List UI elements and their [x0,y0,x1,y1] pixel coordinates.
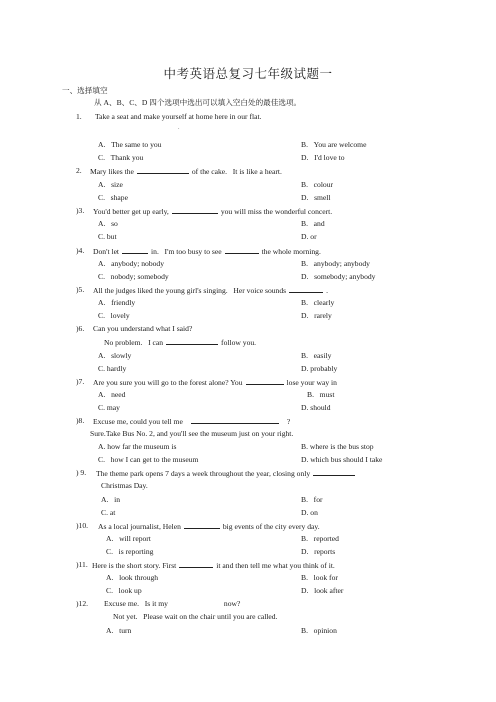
question-number: )7. [76,377,85,386]
option-a: A. look through [106,573,159,582]
option-b: B. where is the bus stop [301,442,374,451]
answer-blank [246,377,284,385]
option-b: B. You are welcome [301,140,367,149]
reply-part: follow you. [221,338,257,347]
question-stem: Take a seat and make yourself at home here in our flat. [95,112,262,121]
stem-part: All the judges liked the young girl's singing. Her voice sounds [93,286,287,295]
option-c: C. is reporting [106,547,154,556]
stem-part: Excuse me, could you tell me [93,417,183,426]
stem-part: the whole morning. [261,247,321,256]
option-a: A. in [101,495,120,504]
option-c: C. at [101,508,116,517]
question-stem [98,521,320,532]
stem-part: Excuse me. Is it my [104,599,168,608]
question-stem [93,285,328,296]
question-stem-continued: Christmas Day. [101,481,148,490]
option-c: C. how I can get to the museum [98,455,199,464]
option-d: D. which bus should I take [301,455,383,464]
question-stem: Can you understand what I said? [93,324,193,333]
question-number: )8. [76,416,85,425]
question-stem [93,416,290,427]
stem-part: you will miss the wonderful concert. [220,207,333,216]
option-d: D. somebody; anybody [301,272,376,281]
question-number: 1. [76,112,82,121]
dialogue-reply: Sure.Take Bus No. 2, and you'll see the museum just on your right. [90,429,294,438]
dialogue-reply: Not yet. Please wait on the chair until you are called. [113,612,278,621]
answer-blank [166,337,218,345]
stem-part: lose your way in [286,378,337,387]
option-d: D. look after [301,586,344,595]
dialogue-reply [104,337,256,348]
question-number: )5. [76,285,85,294]
question-number: )6. [76,324,85,333]
question-number: )12. [76,599,89,608]
option-d: D. on [301,508,318,517]
question-stem [92,560,335,571]
answer-blank [191,416,279,424]
stem-part: Here is the short story. First [92,561,177,570]
answer-blank [289,285,323,293]
option-a: A. so [98,219,118,228]
option-c: C. lovely [98,311,130,320]
option-b: B. reported [301,534,339,543]
option-a: A. The same to you [98,140,162,149]
stem-part: it and then tell me what you think of it. [216,561,335,570]
question-number: )4. [76,246,85,255]
option-b: B. colour [301,180,334,189]
option-b: B. look for [301,573,338,582]
option-c: C. may [98,403,120,412]
option-b: B. must [307,390,335,399]
option-b: B. anybody; anybody [301,259,370,268]
instruction-text: 从 A、B、C、D 四个选项中选出可以填入空白处的最佳选项。 [94,98,302,107]
option-a: A. will report [106,534,151,543]
option-d: D. smell [301,193,331,202]
answer-blank [225,246,259,254]
stem-part: Are you sure you will go to the forest alone? You [93,378,243,387]
option-c: C. look up [106,586,142,595]
option-b: B. opinion [301,626,337,635]
option-a: A. size [98,180,123,189]
option-d: D. should [301,403,331,412]
answer-blank [122,246,148,254]
question-stem [93,377,337,388]
answer-blank [184,521,220,529]
stem-part: now? [223,599,241,608]
stem-part: big events of the city every day. [222,522,320,531]
question-number: ) 9. [76,468,87,477]
option-d: D. rarely [301,311,332,320]
option-c: C. shape [98,193,128,202]
answer-blank [313,468,355,476]
stem-part: ? [286,417,291,426]
option-d: D. or [301,232,317,241]
option-c: C. but [98,232,117,241]
option-a: A. friendly [98,298,136,307]
option-d: D. probably [301,364,338,373]
reply-part: No problem. I can [104,338,164,347]
question-stem [93,206,332,217]
stem-part: The theme park opens 7 days a week throughout the year, closing only [96,469,311,478]
stem-part: in. I'm too busy to see [151,247,222,256]
option-b: B. easily [301,351,332,360]
option-a: A. slowly [98,351,132,360]
answer-blank [172,206,218,214]
option-d: D. I'd love to [301,153,345,162]
option-c: C. nobody; somebody [98,272,169,281]
stem-part: . [326,286,328,295]
stem-part: Don't let [93,247,120,256]
question-stem [93,246,321,257]
question-number: 2. [76,166,82,175]
answer-blank [179,560,213,568]
page-title: 中考英语总复习七年级试题一 [163,67,333,81]
option-c: C. hardly [98,364,127,373]
question-stem [104,599,240,609]
option-a: A. need [98,390,126,399]
option-a: A. anybody; nobody [98,259,165,268]
stem-part: You'd better get up early, [93,207,169,216]
stem-part: of the cake. It is like a heart. [191,167,282,176]
option-b: B. and [301,219,325,228]
question-number: )3. [76,206,85,215]
question-stem [90,166,282,177]
answer-blank [137,166,189,174]
option-a: A. turn [106,626,132,635]
question-number: )10. [76,521,89,530]
question-number: )11. [76,560,88,569]
option-b: B. for [301,495,323,504]
option-d: D. reports [301,547,336,556]
option-b: B. clearly [301,298,335,307]
stem-part: Mary likes the [90,167,134,176]
question-stem [96,468,358,479]
stem-part: As a local journalist, Helen [98,522,181,531]
option-a: A. how far the museum is [98,442,177,451]
section-heading: 一、选择填空 [62,86,108,95]
option-c: C. Thank you [98,153,144,162]
stray-mark: . [178,125,180,131]
